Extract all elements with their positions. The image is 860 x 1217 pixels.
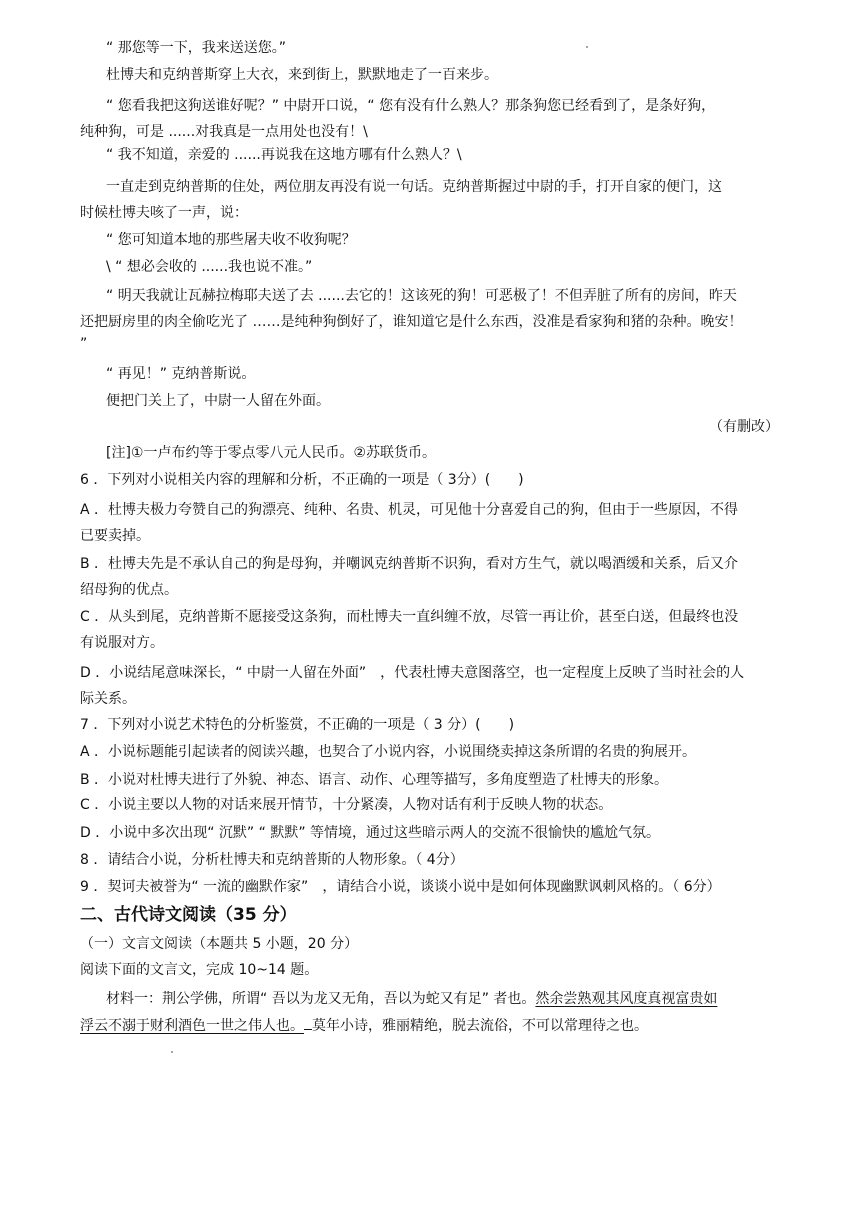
text-line: 便把门关上了，中尉一人留在外面。 [106,393,330,409]
text-line: 际关系。 [80,691,136,707]
scan-speck [171,1051,173,1053]
option-6d: D ．小说结尾意味深长，“ 中尉一人留在外面” ，代表杜博夫意图落空，也一定程度上反映了当时社会的人 [80,665,745,681]
underline-gap [304,1017,312,1030]
material-text: 材料一：荆公学佛，所谓“ 吾以为龙又无角，吾以为蛇又有足” 者也。 [106,991,536,1007]
text-line: “ 再见！” 克纳普斯说。 [106,366,256,382]
underlined-text: 浮云不溺于财利酒色一世之伟人也。 [80,1018,304,1034]
text-line: \ “ 想必会收的 ......我也说不准。” [106,259,313,275]
option-7b: B ．小说对杜博夫进行了外貌、神态、语言、动作、心理等描写，多角度塑造了杜博夫的形象。 [80,772,669,788]
option-7a: A ．小说标题能引起读者的阅读兴趣，也契合了小说内容，小说围绕卖掉这条所谓的名贵的狗展开。 [80,744,697,760]
text-line: 时候杜博夫咳了一声，说： [80,205,248,221]
option-7c: C ．小说主要以人物的对话来展开情节，十分紧凑，人物对话有利于反映人物的状态。 [80,797,613,813]
subsection-heading: （一）文言文阅读（本题共 5 小题，20 分） [80,936,359,952]
section-heading-text: 二、古代诗文阅读（ [80,905,233,925]
text-line: ” [80,336,88,352]
option-6b: B ．杜博夫先是不承认自己的狗是母狗，并嘲讽克纳普斯不识狗，看对方生气，就以喝酒缓和关系，后又介 [80,556,739,572]
section-heading-unit: 分） [256,905,297,925]
text-line: 绍母狗的优点。 [80,582,178,598]
material-text: 莫年小诗，雅丽精绝，脱去流俗，不可以常理待之也。 [312,1018,648,1034]
source-note: （有删改） [709,419,779,435]
text-line: 已要卖掉。 [80,528,150,544]
question-6: 6 ．下列对小说相关内容的理解和分析，不正确的一项是（ 3分）( ) [80,472,524,488]
text-line: “ 那您等一下，我来送送您。” [106,40,286,56]
section-heading [80,904,297,926]
material-line [80,1017,648,1035]
text-line: “ 明天我就让瓦赫拉梅耶夫送了去 ......去它的！这该死的狗！可恶极了！不但弄脏了所有的房间，昨天 [106,288,737,304]
text-line: 还把厨房里的肉全偷吃光了 ……是纯种狗倒好了，谁知道它是什么东西，没准是看家狗和猪的杂种。晚安！ [80,314,743,330]
text-line: 一直走到克纳普斯的住处，两位朋友再没有说一句话。克纳普斯握过中尉的手，打开自家的便门，这 [106,179,722,195]
text-line: “ 您可知道本地的那些屠夫收不收狗呢？ [106,232,356,248]
instruction-text: 阅读下面的文言文，完成 10~14 题。 [80,962,319,978]
text-line: 纯种狗，可是 ......对我真是一点用处也没有！\ [80,124,368,140]
footnote: [注]①一卢布约等于零点零八元人民币。②苏联货币。 [106,445,437,461]
text-line: “ 您看我把这狗送谁好呢？” 中尉开口说，“ 您有没有什么熟人？那条狗您已经看到了，是条好狗， [106,98,716,114]
section-score: 35 [233,905,257,925]
text-line: 有说服对方。 [80,635,164,651]
scan-speck [586,46,588,48]
question-9: 9 ．契诃夫被誉为“ 一流的幽默作家” ，请结合小说，谈谈小说中是如何体现幽默讽刺风格的。（ 6分） [80,879,721,895]
option-6a: A ．杜博夫极力夸赞自己的狗漂亮、纯种、名贵、机灵，可见他十分喜爱自己的狗，但由于一些原因，不得 [80,502,739,518]
option-7d: D ．小说中多次出现“ 沉默” “ 默默” 等情境，通过这些暗示两人的交流不很愉快的尴尬气氛。 [80,825,661,841]
option-6c: C ．从头到尾，克纳普斯不愿接受这条狗，而杜博夫一直纠缠不放，尽管一再让价，甚至白送，但最终也没 [80,609,739,625]
material-line [106,990,717,1008]
text-line: “ 我不知道，亲爱的 ......再说我在这地方哪有什么熟人？\ [106,147,462,163]
text-line: 杜博夫和克纳普斯穿上大衣，来到街上，默默地走了一百来步。 [106,67,498,83]
question-7: 7 ．下列对小说艺术特色的分析鉴赏，不正确的一项是（ 3 分）( ) [80,717,515,733]
underlined-text: 然余尝熟观其风度真视富贵如 [535,991,718,1007]
question-8: 8 ．请结合小说，分析杜博夫和克纳普斯的人物形象。（ 4分） [80,852,464,868]
